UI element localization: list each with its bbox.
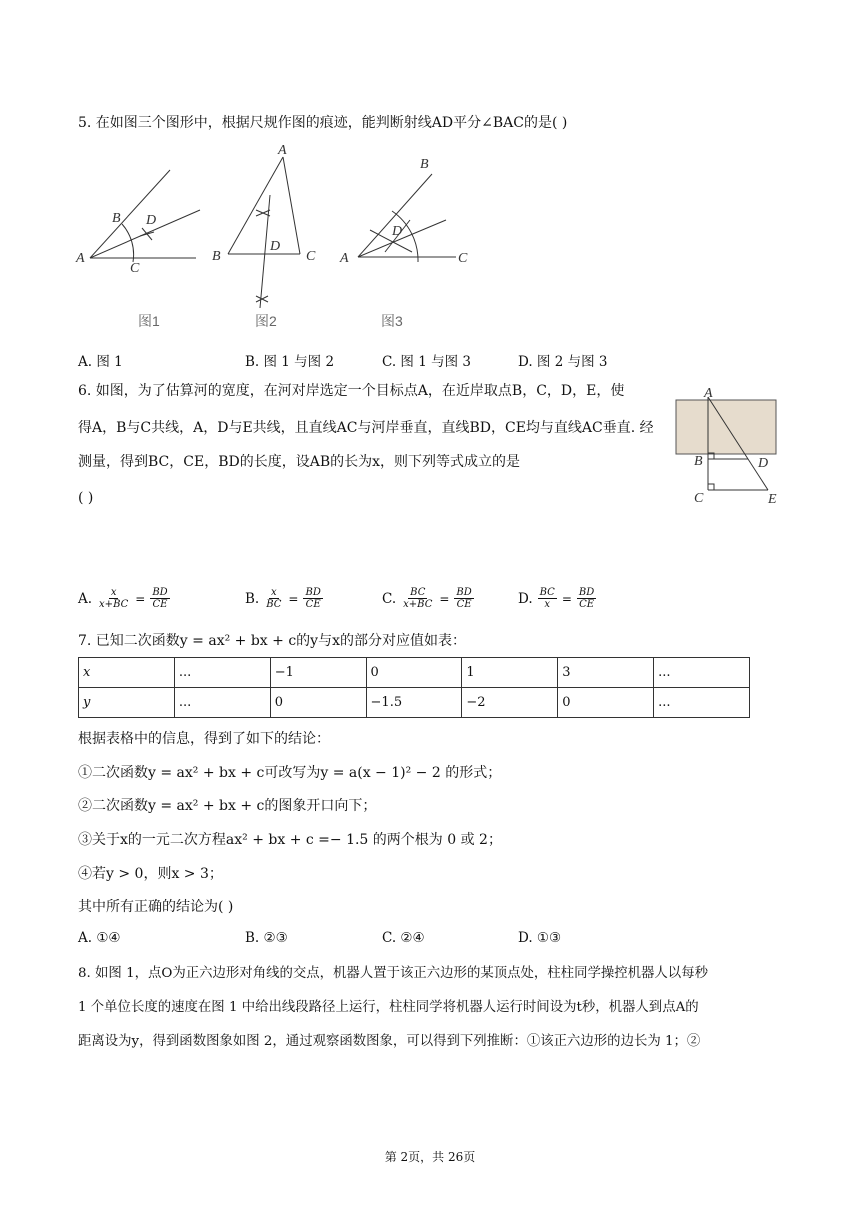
table-cell: 3 [558, 658, 654, 688]
q6-option-c-letter: C. [382, 590, 397, 607]
fraction-numerator: BC [410, 587, 426, 598]
fig3-label-b: B [420, 157, 429, 172]
q6-label-e: E [768, 492, 777, 507]
q6-option-a-letter: A. [78, 590, 93, 607]
table-cell: 0 [366, 658, 462, 688]
q6-option-d-left-fraction [538, 587, 557, 610]
q7-option-d[interactable]: D. ①③ [518, 930, 562, 946]
q7-question: 其中所有正确的结论为( ) [78, 899, 234, 915]
table-cell: −1.5 [366, 688, 462, 718]
caption-figure-1: 图1 [138, 313, 160, 329]
table-cell: ... [654, 688, 750, 718]
q6-option-c-right-fraction [454, 587, 473, 610]
q6-option-b-right-fraction [303, 587, 322, 610]
fig2-label-a: A [278, 143, 287, 158]
q6-option-a-left-fraction [97, 587, 130, 610]
table-cell: 1 [462, 658, 558, 688]
fig3-label-d: D [392, 224, 403, 239]
fraction-denominator: CE [579, 599, 595, 610]
q6-label-a: A [704, 386, 713, 401]
fraction-denominator: CE [305, 599, 321, 610]
fraction-denominator: x+BC [403, 599, 433, 610]
q6-option-a-right-fraction [150, 587, 169, 610]
q7-conclusion-1: ①二次函数y = ax² + bx + c可改写为y = a(x − 1)² − 2 的形式； [78, 765, 502, 781]
q8-line-1: 8. 如图 1，点O为正六边形对角线的交点，机器人置于该正六边形的某顶点处，柱柱同学操控机器人以每秒 [78, 966, 708, 981]
fraction-denominator: x [544, 599, 551, 610]
q8-line-2: 1 个单位长度的速度在图 1 中给出线段路径上运行，柱柱同学将机器人运行时间设为t秒，机器人到点A的 [78, 1000, 699, 1015]
caption-figure-2: 图2 [255, 313, 277, 329]
q6-line-1: 6. 如图，为了估算河的宽度，在河对岸选定一个目标点A，在近岸取点B，C，D，E，使 [78, 383, 625, 399]
q7-option-a[interactable]: A. ①④ [78, 930, 121, 946]
equals-sign: = [135, 591, 146, 606]
fig1-label-c: C [130, 261, 140, 276]
q6-option-c[interactable] [382, 587, 476, 610]
fig1-label-b: B [112, 211, 121, 226]
q5-option-b[interactable]: B. 图 1 与图 2 [245, 354, 335, 370]
fig3-label-c: C [458, 251, 468, 266]
table-cell: ... [654, 658, 750, 688]
table-cell: 0 [270, 688, 366, 718]
fraction-denominator: x+BC [99, 599, 129, 610]
q6-river-figure [672, 385, 812, 510]
q6-line-2: 得A，B与C共线，A，D与E共线，且直线AC与河岸垂直，直线BD，CE均与直线AC垂直. 经 [78, 420, 654, 436]
table-cell: x [79, 658, 175, 688]
fraction-numerator: BC [539, 587, 555, 598]
q6-option-d[interactable] [518, 587, 598, 610]
q7-conclusion-4: ④若y > 0，则x > 3； [78, 866, 223, 882]
table-cell: −1 [270, 658, 366, 688]
q6-option-b-left-fraction [264, 587, 283, 610]
table-cell: ... [174, 658, 270, 688]
fig2-label-c: C [306, 249, 316, 264]
fraction-numerator: BD [152, 587, 168, 598]
q6-label-b: B [694, 454, 703, 469]
q8-line-3: 距离设为y，得到函数图象如图 2，通过观察函数图象，可以得到下列推断：①该正六边形的边长为 1；② [78, 1034, 701, 1049]
q5-option-c[interactable]: C. 图 1 与图 3 [382, 354, 471, 370]
fraction-denominator: CE [152, 599, 168, 610]
q6-option-a[interactable] [78, 587, 172, 610]
fraction-numerator: x [110, 587, 117, 598]
q7-stem: 7. 已知二次函数y = ax² + bx + c的y与x的部分对应值如表： [78, 633, 466, 649]
q5-stem: 5. 在如图三个图形中，根据尺规作图的痕迹，能判断射线AD平分∠BAC的是( ) [78, 115, 568, 131]
q5-option-d[interactable]: D. 图 2 与图 3 [518, 354, 608, 370]
fig2-label-d: D [270, 239, 281, 254]
q7-conclusion-3: ③关于x的一元二次方程ax² + bx + c =− 1.5 的两个根为 0 或 2； [78, 832, 502, 848]
q6-option-b[interactable] [245, 587, 325, 610]
q7-conclusion-2: ②二次函数y = ax² + bx + c的图象开口向下； [78, 798, 377, 814]
q6-label-d: D [758, 456, 769, 471]
fraction-numerator: BD [578, 587, 595, 598]
q5-option-a[interactable]: A. 图 1 [78, 354, 123, 370]
caption-figure-3: 图3 [381, 313, 403, 329]
q6-option-c-left-fraction [401, 587, 434, 610]
river-band [676, 400, 776, 454]
q6-label-c: C [694, 491, 704, 506]
table-cell: ... [174, 688, 270, 718]
table-cell: 0 [558, 688, 654, 718]
page-number: 第 2页，共 26页 [384, 1150, 476, 1164]
q6-option-b-letter: B. [245, 590, 260, 607]
q7-option-c[interactable]: C. ②④ [382, 930, 425, 946]
fraction-denominator: BC [266, 599, 282, 610]
q5-figure-1 [90, 170, 200, 262]
table-cell: −2 [462, 688, 558, 718]
fraction-numerator: BD [305, 587, 321, 598]
q7-value-table [78, 657, 750, 718]
q7-option-b[interactable]: B. ②③ [245, 930, 288, 946]
q6-option-d-right-fraction [577, 587, 596, 610]
fraction-denominator: CE [456, 599, 472, 610]
q5-figure-3 [358, 174, 456, 262]
equals-sign: = [439, 591, 450, 606]
table-cell: y [79, 688, 175, 718]
fraction-numerator: x [270, 587, 277, 598]
equals-sign: = [561, 591, 572, 606]
equals-sign: = [288, 591, 299, 606]
q6-line-3: 测量，得到BC，CE，BD的长度，设AB的长为x，则下列等式成立的是 [78, 454, 520, 470]
q7-intro: 根据表格中的信息，得到了如下的结论： [78, 731, 330, 747]
fig1-label-a: A [76, 251, 85, 266]
fig3-label-a: A [340, 251, 349, 266]
q6-option-d-letter: D. [518, 590, 533, 607]
q5-figure-2 [228, 157, 300, 308]
q6-answer-paren: ( ) [78, 490, 94, 506]
fig1-label-d: D [146, 213, 157, 228]
fig2-label-b: B [212, 249, 221, 264]
table-row [79, 658, 750, 688]
table-row [79, 688, 750, 718]
fraction-numerator: BD [456, 587, 472, 598]
q5-figures [70, 140, 490, 340]
